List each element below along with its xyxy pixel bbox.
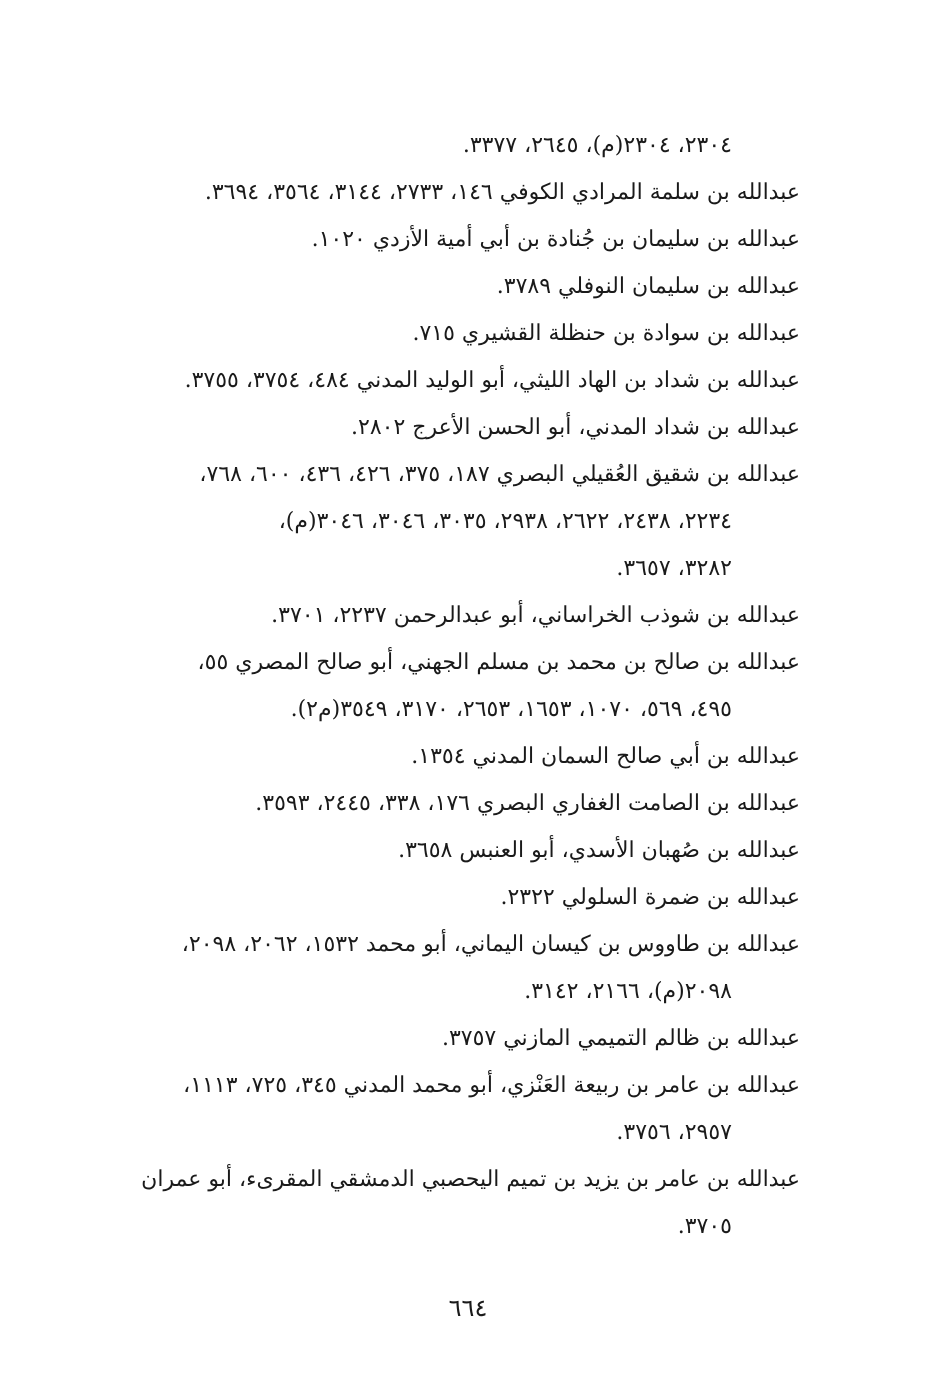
page-number: ٦٦٤ bbox=[448, 1294, 488, 1322]
entry-line: عبدالله بن ظالم التميمي المازني ٣٧٥٧. bbox=[441, 1026, 800, 1051]
entry-line: عبدالله بن سوادة بن حنظلة القشيري ٧١٥. bbox=[412, 321, 800, 346]
entry-line: ٣٢٨٢، ٣٦٥٧. bbox=[616, 556, 732, 581]
entry-line: عبدالله بن ضمرة السلولي ٢٣٢٢. bbox=[500, 885, 800, 910]
entry-line: عبدالله بن شداد بن الهاد الليثي، أبو الوليد المدني ٤٨٤، ٣٧٥٤، ٣٧٥٥. bbox=[184, 368, 800, 393]
entry-line: عبدالله بن صُهبان الأسدي، أبو العنبس ٣٦٥٨. bbox=[398, 838, 800, 863]
entry-line: ٢٢٣٤، ٢٤٣٨، ٢٦٢٢، ٢٩٣٨، ٣٠٣٥، ٣٠٤٦، ٣٠٤٦(م)، bbox=[278, 509, 732, 534]
entry-line: ٢٠٩٨(م)، ٢١٦٦، ٣١٤٢. bbox=[524, 979, 732, 1004]
entry-line: عبدالله بن شقيق العُقيلي البصري ١٨٧، ٣٧٥، ٤٢٦، ٤٣٦، ٦٠٠، ٧٦٨، bbox=[199, 462, 800, 487]
entry-line: عبدالله بن صالح بن محمد بن مسلم الجهني، أبو صالح المصري ٥٥، bbox=[197, 650, 800, 675]
entry-line: ٢٣٠٤، ٢٣٠٤(م)، ٢٦٤٥، ٣٣٧٧. bbox=[462, 133, 732, 158]
entry-line: عبدالله بن عامر بن يزيد بن تميم اليحصبي الدمشقي المقرىء، أبو عمران bbox=[141, 1167, 800, 1192]
entry-line: عبدالله بن شداد المدني، أبو الحسن الأعرج ٢٨٠٢. bbox=[351, 415, 800, 440]
entry-line: عبدالله بن أبي صالح السمان المدني ١٣٥٤. bbox=[411, 744, 800, 769]
entry-line: عبدالله بن طاووس بن كيسان اليماني، أبو محمد ١٥٣٢، ٢٠٦٢، ٢٠٩٨، bbox=[181, 932, 800, 957]
entry-line: عبدالله بن سليمان النوفلي ٣٧٨٩. bbox=[496, 274, 800, 299]
entry-line: ٤٩٥، ٥٦٩، ١٠٧٠، ١٦٥٣، ٢٦٥٣، ٣١٧٠، ٣٥٤٩(م٢). bbox=[290, 697, 732, 722]
entry-line: عبدالله بن شوذب الخراساني، أبو عبدالرحمن ٢٢٣٧، ٣٧٠١. bbox=[271, 603, 800, 628]
entry-line: عبدالله بن سلمة المرادي الكوفي ١٤٦، ٢٧٣٣، ٣١٤٤، ٣٥٦٤، ٣٦٩٤. bbox=[204, 180, 800, 205]
entry-line: عبدالله بن عامر بن ربيعة العَنْزي، أبو محمد المدني ٣٤٥، ٧٢٥، ١١١٣، bbox=[183, 1073, 800, 1098]
entry-line: ٣٧٠٥. bbox=[677, 1214, 732, 1239]
entry-line: عبدالله بن سليمان بن جُنادة بن أبي أمية الأزدي ١٠٢٠. bbox=[311, 227, 800, 252]
entry-line: ٢٩٥٧، ٣٧٥٦. bbox=[616, 1120, 732, 1145]
index-entries bbox=[100, 122, 800, 1250]
entry-line: عبدالله بن الصامت الغفاري البصري ١٧٦، ٣٣٨، ٢٤٤٥، ٣٥٩٣. bbox=[255, 791, 800, 816]
